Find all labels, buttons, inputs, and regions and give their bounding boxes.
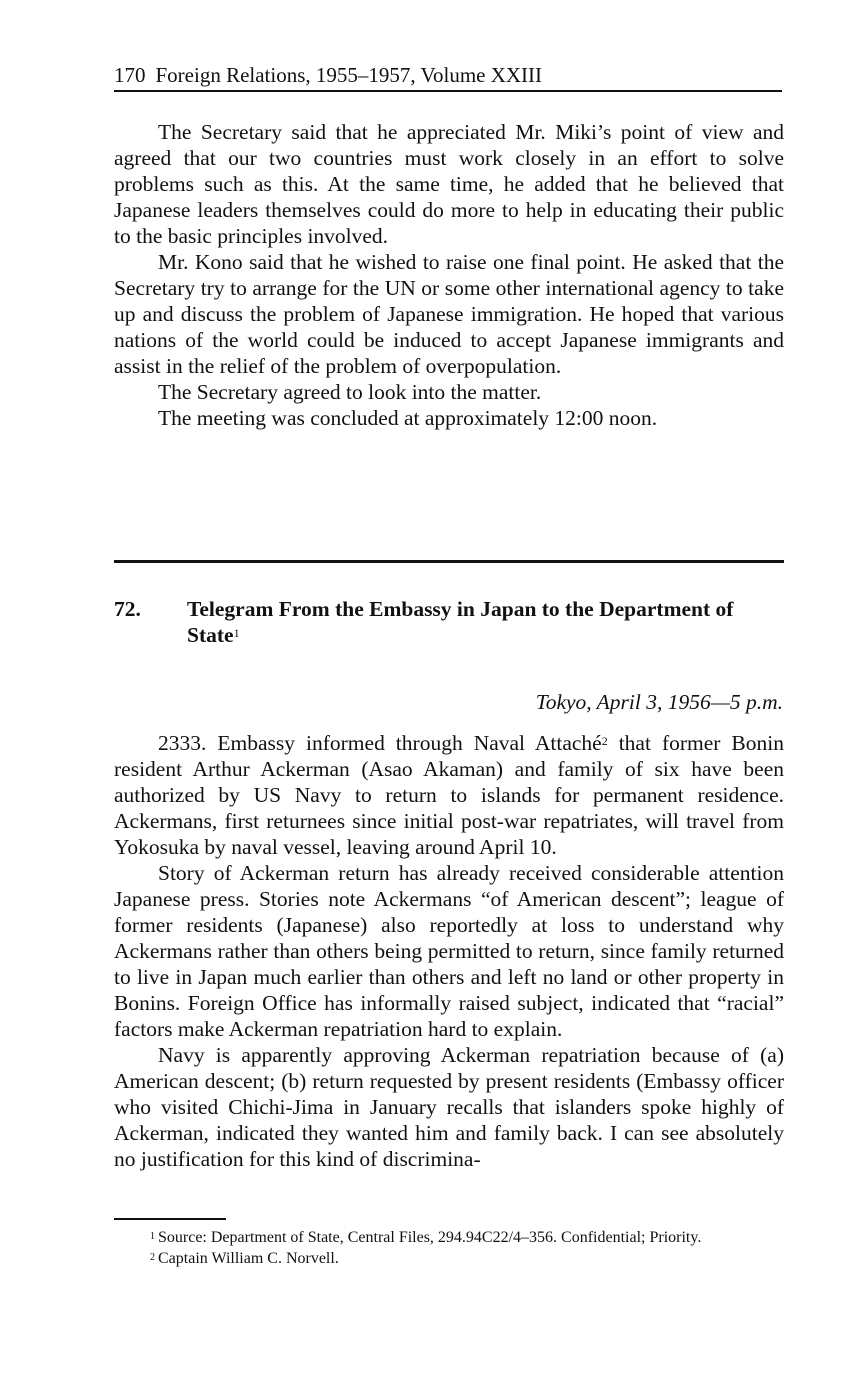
para1-rest: that former Bonin resident Arthur Ackerman (Asao Akaman) and family of six have been authorized by US Navy to return to islands for permanent residence. Ackermans, first returnees since initial post-war repatriates, will travel from Yokosuka by naval vessel, leaving around April 10.	[114, 731, 784, 859]
prior-document-text	[114, 119, 784, 431]
running-title: Foreign Relations, 1955–1957, Volume XXIII	[155, 63, 543, 87]
page-number: 170	[114, 63, 146, 87]
body-paragraph: The meeting was concluded at approximately 12:00 noon.	[158, 406, 658, 430]
document-number: 72.	[114, 597, 141, 621]
document-title-text: Telegram From the Embassy in Japan to the Department of State	[187, 597, 734, 647]
body-paragraph: Story of Ackerman return has already received considerable attention Japanese press. Stories note Ackermans “of American descent”; league of former residents (Japanese) also reportedly at loss to understand why Ackermans rather than others being permitted to return, since family returned to live in Japan much earlier than others and left no land or other property in Bonins. Foreign Office has informally raised subject, indicated that “racial” factors make Ackerman repatriation hard to explain.	[114, 861, 784, 1041]
body-paragraph: Navy is apparently approving Ackerman repatriation because of (a) American descent; (b) return requested by present residents (Embassy officer who visited Chichi-Jima in January recalls that islanders spoke highly of Ackerman, indicated they wanted him and family back. I can see absolutely no justification for this kind of discrimina-	[114, 1043, 784, 1171]
footnote-marker: 2	[150, 1252, 155, 1263]
body-paragraph	[114, 730, 784, 860]
footnote-ref: 1	[233, 626, 240, 640]
footnote-marker: 1	[150, 1231, 155, 1242]
body-paragraph: The Secretary said that he appreciated Mr. Miki’s point of view and agreed that our two countries must work closely in an effort to solve problems such as this. At the same time, he added that he believed that Japanese leaders themselves could do more to help in educating their public to the basic principles involved.	[114, 120, 784, 248]
body-paragraph: Mr. Kono said that he wished to raise one final point. He asked that the Secretary try to arrange for the UN or some other international agency to take up and discuss the problem of Japanese immigration. He hoped that various nations of the world could be induced to accept Japanese immigrants and assist in the relief of the problem of overpopulation.	[114, 250, 784, 378]
document-title	[187, 596, 787, 648]
section-divider	[114, 560, 784, 563]
footnote	[114, 1248, 786, 1269]
footnotes	[114, 1227, 786, 1269]
footnote-divider	[114, 1218, 226, 1220]
telegram-text	[114, 730, 784, 1172]
footnote-ref: 2	[601, 734, 608, 748]
dateline: Tokyo, April 3, 1956—5 p.m.	[535, 690, 783, 714]
footnote-text: Source: Department of State, Central Files, 294.94C22/4–356. Confidential; Priority.	[158, 1229, 702, 1246]
footnote-text: Captain William C. Norvell.	[158, 1250, 339, 1267]
para1-start: 2333. Embassy informed through Naval Attaché	[158, 731, 602, 755]
body-paragraph: The Secretary agreed to look into the matter.	[158, 380, 542, 404]
footnote	[114, 1227, 786, 1248]
running-header	[114, 62, 782, 92]
